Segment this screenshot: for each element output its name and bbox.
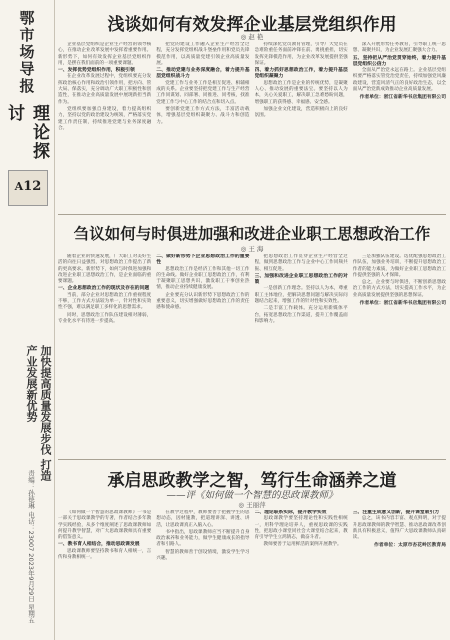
section-subheading: 二、理论联系实际，提升教学实效 [254, 510, 327, 515]
page-number-box [8, 170, 48, 206]
body-paragraph: 思政课教师要坚持教书和育人相统一，言传和身教相统一。 [58, 548, 152, 561]
body-paragraph: 随着企业的快速发展，广大职工对美好生活的向往日益强烈，对思想政治工作提出了新的更高要求。新形势下，如何与时俱进加强和改进企业职工思想政治工作，是企业面临的重要课题。 [58, 254, 152, 285]
body-paragraph: 《如何做一个智慧的思政课教师》一书是一部关于思政课教学的专著，作者结合多年教学实践经验，从多个维度阐述了思政课教师如何提升教学智慧，对广大思政课教师具有重要的借鉴意义。 [58, 510, 152, 541]
text-column [156, 42, 249, 204]
text-column [255, 510, 348, 636]
section-subheading: 三、注重生成意义创新，提升课堂吸引力 [352, 510, 440, 515]
article-3-body [58, 510, 446, 636]
body-paragraph: 总之，企业要与时俱进，不断创新思想政治工作的方式方法，切实提高工作水平，为企业高质量发展提供坚强的思想保证。 [352, 280, 446, 298]
text-column [353, 510, 446, 636]
article-2-byline: ◎ 王 海 [240, 245, 264, 253]
body-paragraph: 三是加强队伍建设。选优配强思想政治工作队伍，加强业务培训，不断提升思想政治工作者的能力素质，为做好企业职工思想政治工作提供坚强的人才保障。 [352, 254, 446, 278]
text-column [156, 510, 249, 636]
article-1-headline: 浅谈如何有效发挥企业基层党组织作用 [107, 15, 397, 35]
footer-meta: 责编：孙德琳 电话：23007 2023年9月29日 星期五 [27, 470, 35, 624]
article-1-body [58, 42, 446, 204]
body-paragraph: 二是丰富工作载体。充分运用新媒体平台，拓宽思想政治工作渠道，提升工作覆盖面和影响力。 [254, 306, 348, 324]
author-affiliation: 作者单位：浙江省新华书店集团有限公司 [359, 300, 446, 307]
article-3-subtitle: ——评《如何做一个智慧的思政课教师》 [166, 490, 338, 501]
body-paragraph: 当前，部分企业对思想政治工作重视程度不够，工作方式方法较为单一，针对性和实效性不强，难以满足职工多样化的思想需求。 [58, 292, 152, 311]
slogan: 加快提高质量发展步伐 打造产业发展新优势 [25, 345, 52, 481]
body-paragraph: 在企业改革发展过程中，党组织要充分发挥政治核心作用和政治引领作用，把方向、管大局、保落实，充分调动广大职工积极性和创造性，在推动企业高质量发展中展现新担当新作为。 [58, 74, 152, 105]
body-paragraph: 把思想政治工作贯穿企业生产经营全过程，做到思想政治工作与企业中心工作同频共振、相互促进。 [254, 254, 348, 272]
body-paragraph: 企业要充分认识新形势下思想政治工作的重要意义，切实增强做好思想政治工作的责任感和使命感。 [156, 292, 250, 311]
body-paragraph: 在教学过程中，教师要善于把握学生的思想动态，因材施教，把道理讲深、讲透、讲活，让思政课真正入脑入心。 [156, 510, 250, 528]
body-paragraph: 智慧的教师善于创设情境，激发学生学习兴趣。 [156, 549, 250, 562]
body-paragraph: 加强企业文化建设，营造积极向上的良好氛围。 [254, 106, 348, 119]
section-subheading: 一、教书育人相结合，推动思政课发展 [58, 542, 140, 548]
body-paragraph: 深入开展形势任务教育，引导职工统一思想、凝聚共识，为企业发展汇聚强大合力。 [352, 42, 446, 54]
text-column [353, 42, 446, 204]
author-affiliation: 作者单位：太原市杏花岭区教育局 [374, 542, 446, 549]
text-column [58, 254, 151, 454]
body-paragraph: 企业基层党组织是企业生产经营的领导核心，在推动企业改革发展中发挥着重要作用。新形势下，如何有效发挥企业基层党组织作用，是摆在我们面前的一项重要课题。 [58, 42, 152, 66]
body-paragraph: 党组织要加强自身建设，着力提高组织力，坚持以党的政治建设为统领，严格落实党建工作责任制，持续推进党建与业务深度融合。 [58, 106, 152, 131]
author-affiliation: 作者单位：浙江省新华书店集团有限公司 [359, 94, 446, 101]
article-divider [58, 459, 446, 460]
text-column [255, 254, 348, 454]
section-subheading: 五、坚持把从严治党贯穿始终，着力提升基层党组织公信力 [352, 55, 446, 67]
article-2-headline: 刍议如何与时俱进加强和改进企业职工思想政治工作 [73, 224, 431, 243]
section-name: 理论探讨 [4, 104, 49, 161]
section-subheading: 二、推动党建与业务深度融合，着力提升基层党组织战斗力 [156, 68, 250, 80]
body-paragraph: 党建工作与业务工作是相互促进、相辅相成的关系。企业要坚持把党建工作与生产经营工作同谋划、同部署、同推进、同考核，找准党建工作与中心工作的结合点和切入点。 [156, 80, 250, 105]
body-paragraph: 思想政治工作是企业的传统优势，是凝聚人心、推动发展的重要法宝。要坚持以人为本，关心关爱职工，解决职工急难愁盼问题，增强职工的获得感、幸福感、安全感。 [254, 80, 348, 105]
body-paragraph: 思想政治工作是经济工作和其他一切工作的生命线。做好企业职工思想政治工作，有利于凝聚职工思想共识，激发职工干事创业热情，推动企业持续健康发展。 [156, 266, 250, 291]
page-number: 12 [23, 179, 42, 194]
text-column [156, 254, 249, 454]
section-subheading: 四、着力抓好思想政治工作，着力提升基层党组织凝聚力 [254, 68, 348, 80]
article-3-headline: 承启思政教学之智，笃行生命涵养之道 [107, 471, 397, 491]
body-paragraph: 思政课教学要坚持理论性和实践性相统一，用科学理论培养人，重视思政课的实践性，把思政小课堂同社会大课堂结合起来，教育引导学生立鸿鹄志，做奋斗者。 [254, 516, 348, 541]
body-paragraph: 同时，思想政治工作队伍建设相对薄弱，专业化水平有待进一步提高。 [58, 312, 152, 324]
body-paragraph: 教师要善于运用鲜活的案例开展教学。 [263, 542, 342, 548]
section-subheading: 一、企业思想政治工作的现状及存在的问题 [58, 286, 150, 292]
article-divider [58, 214, 446, 215]
section-subheading: 三、加强和改进企业职工思想政治工作的对策 [254, 273, 348, 286]
body-paragraph: 全面从严治党永远在路上。企业基层党组织要严格落实管党治党责任，持续加强党风廉政建设，营造风清气正的良好政治生态，以全面从严治党新成效推动企业高质量发展。 [352, 68, 446, 93]
main-content [58, 0, 446, 640]
article-2-body [58, 254, 446, 454]
body-paragraph: 一是创新工作理念。坚持以人为本，尊重职工主体地位，把解决思想问题与解决实际问题结合起来，增强工作的针对性和实效性。 [254, 286, 348, 305]
body-paragraph: 持续深化党员教育管理，引导广大党员在急难险重任务面前冲锋在前、勇挑重担，切实发挥先锋模范作用，为企业改革发展提供坚强保证。 [254, 42, 348, 66]
text-column [58, 510, 151, 636]
article-3-byline: ◎ 王丽萍 [238, 501, 266, 509]
article-1-byline: ◎ 赵 艳 [240, 33, 264, 41]
text-column [353, 254, 446, 454]
text-column [255, 42, 348, 204]
masthead-logo: 鄂市场导报 [17, 9, 36, 95]
left-band [0, 0, 55, 640]
page-letter: A [14, 180, 24, 193]
body-paragraph: 书中指出，思政课教师应当不断提升自身政治素养和业务能力，做学生健康成长的指导者和引路人。 [156, 529, 250, 548]
section-subheading: 二、做好新形势下企业思想政治工作的重要性 [156, 254, 250, 266]
body-paragraph: 要创新党建工作方式方法，丰富活动载体，增强基层党组织凝聚力、战斗力和创造力。 [156, 106, 250, 125]
body-paragraph: 总之，该书内容丰富、观点鲜明，对于提升思政课教师的教学智慧、推动思政课改革创新具有积极意义，值得广大思政课教师认真研读。 [352, 516, 446, 541]
body-paragraph: 把党的建设工作融入企业生产经营全过程，充分发挥党组织战斗堡垒作用和党员先锋模范作用，以高质量党建引领企业高质量发展。 [156, 42, 250, 66]
section-subheading: 一、发挥优势党组织作用，积极引领 [58, 68, 135, 74]
text-column [58, 42, 151, 204]
